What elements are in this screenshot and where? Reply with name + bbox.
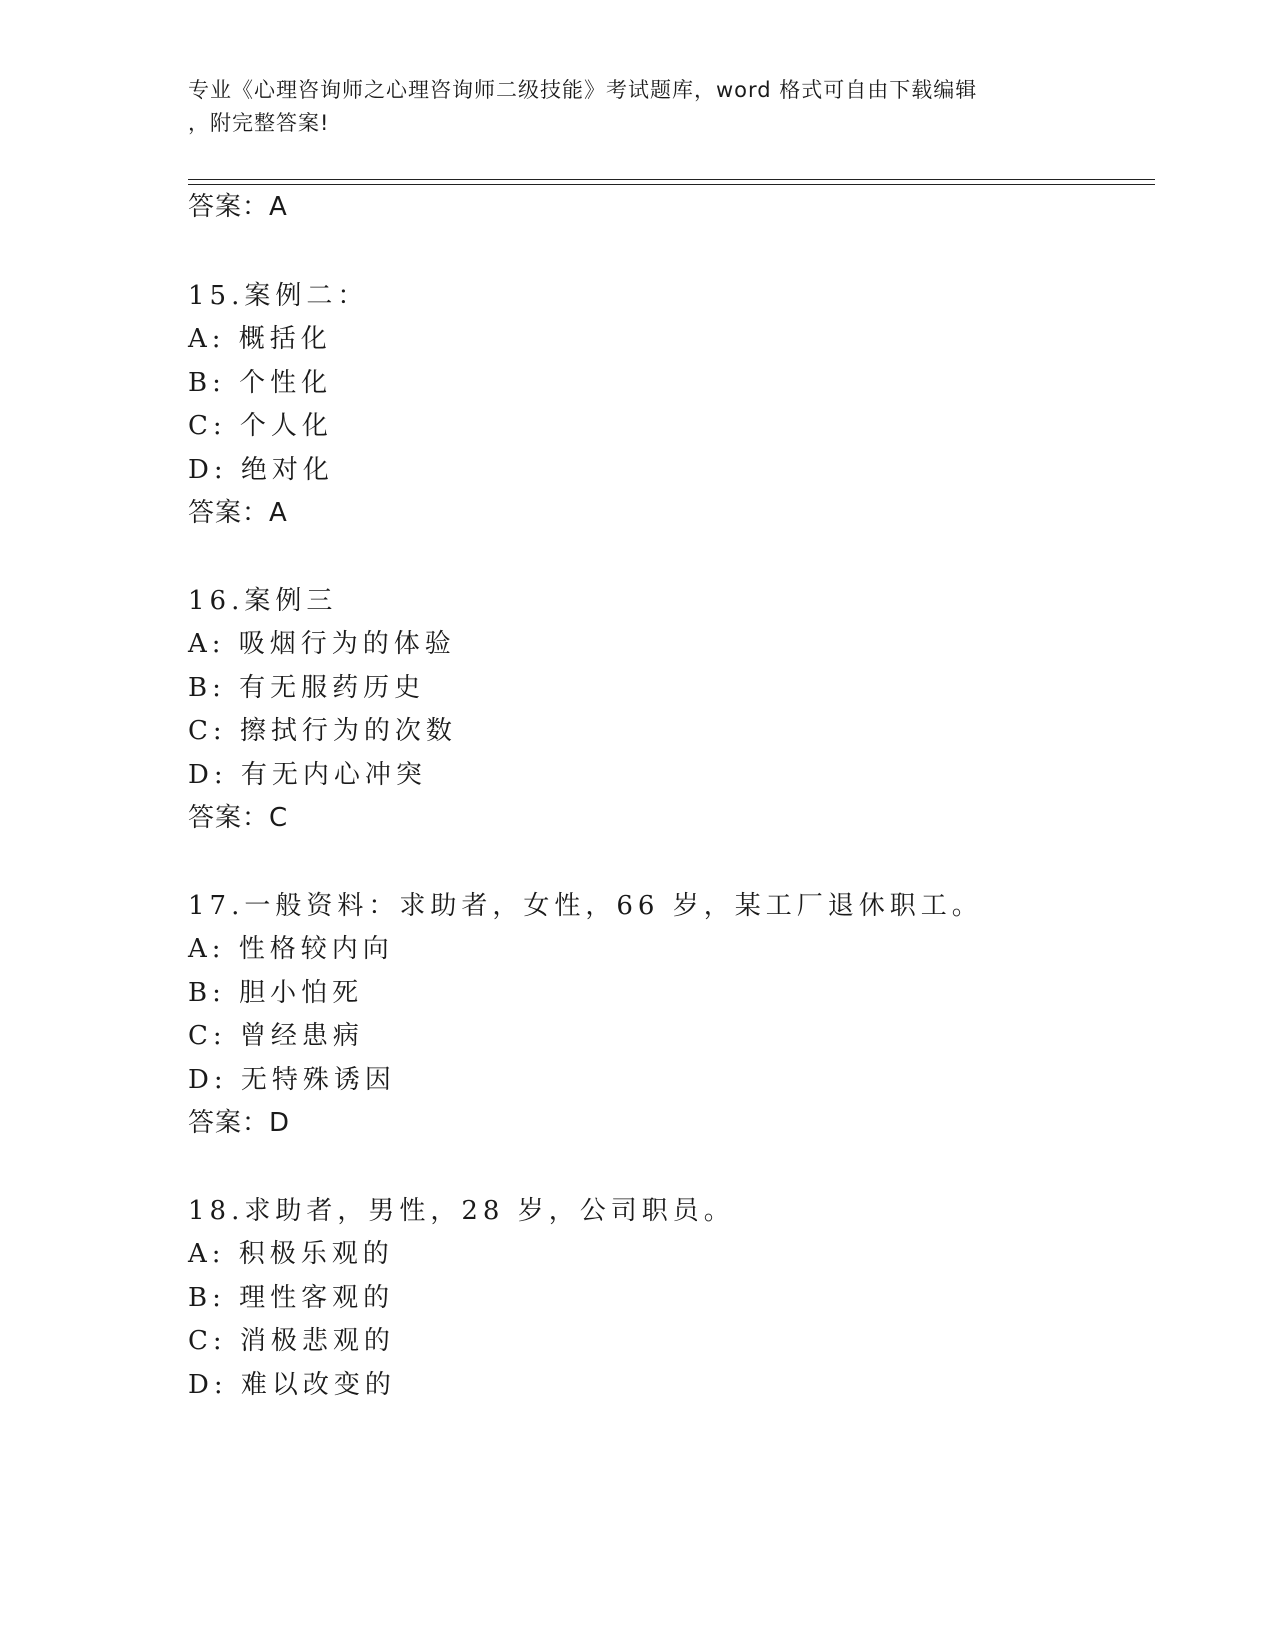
- question-15-option-a: A: 概括化: [188, 324, 332, 354]
- question-16-option-a: A: 吸烟行为的体验: [188, 629, 456, 659]
- answer-previous: 答案：A: [188, 192, 288, 222]
- header-divider-bottom: [188, 184, 1155, 185]
- question-16-option-c: C: 擦拭行为的次数: [188, 716, 457, 746]
- question-16-title: 16.案例三: [188, 586, 338, 616]
- question-15-option-c: C: 个人化: [188, 411, 333, 441]
- question-18-option-b: B: 理性客观的: [188, 1283, 395, 1313]
- question-17-option-b: B: 胆小怕死: [188, 978, 364, 1008]
- question-18-title: 18.求助者，男性，28 岁，公司职员。: [188, 1196, 735, 1226]
- question-17-option-d: D: 无特殊诱因: [188, 1065, 396, 1095]
- question-18-option-c: C: 消极悲观的: [188, 1326, 395, 1356]
- question-16-answer: 答案：C: [188, 803, 289, 833]
- question-15-option-d: D: 绝对化: [188, 455, 334, 485]
- header-line-2: ，附完整答案!: [188, 111, 330, 135]
- question-17-option-a: A: 性格较内向: [188, 934, 394, 964]
- question-15-answer: 答案：A: [188, 498, 288, 528]
- question-18-option-d: D: 难以改变的: [188, 1370, 396, 1400]
- question-15-option-b: B: 个性化: [188, 368, 333, 398]
- question-17-answer: 答案：D: [188, 1108, 291, 1138]
- question-15-title: 15.案例二：: [188, 281, 369, 311]
- question-18-option-a: A: 积极乐观的: [188, 1239, 394, 1269]
- question-17-title: 17.一般资料：求助者，女性，66 岁，某工厂退休职工。: [188, 891, 983, 921]
- question-17-option-c: C: 曾经患病: [188, 1021, 364, 1051]
- document-header: [188, 74, 1068, 140]
- header-divider-top: [188, 179, 1155, 180]
- question-16-option-d: D: 有无内心冲突: [188, 760, 427, 790]
- question-16-option-b: B: 有无服药历史: [188, 673, 426, 703]
- header-line-1: 专业《心理咨询师之心理咨询师二级技能》考试题库，word 格式可自由下载编辑: [188, 78, 978, 102]
